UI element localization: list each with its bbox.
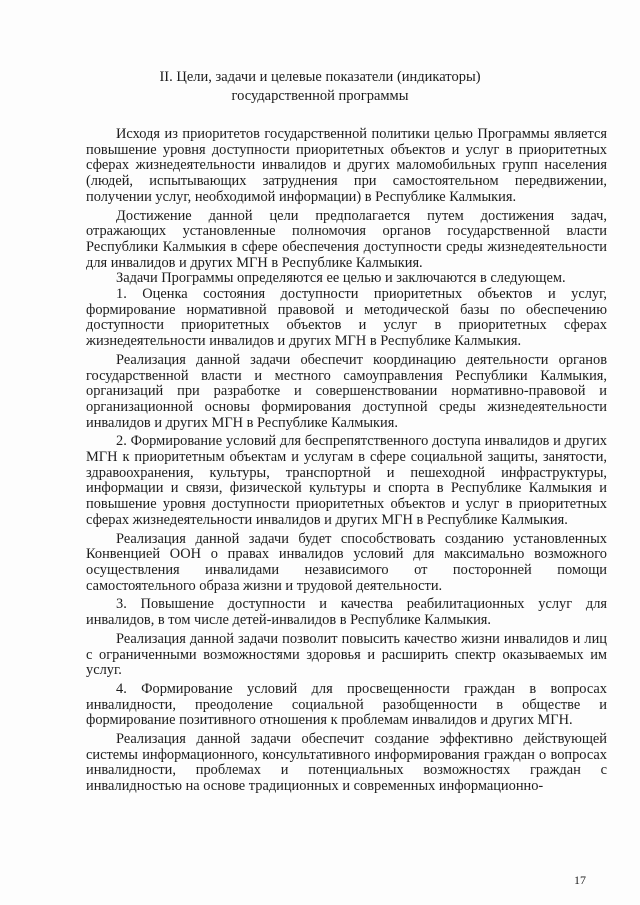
heading-line-1: II. Цели, задачи и целевые показатели (индикаторы) <box>159 69 481 85</box>
paragraph-task-4: 4. Формирование условий для просвещенности граждан в вопросах инвалидности, преодоление социальной разобщенности в обществе и формирование позитивного отношения к проблемам инвалидов и других МГН. <box>86 680 607 729</box>
paragraph-task-2: 2. Формирование условий для беспрепятственного доступа инвалидов и других МГН к приоритетным объектам и услугам в сфере социальной защиты, занятости, здравоохранения, культуры, транспортной и пешеходной инфраструктуры, информации и связи, физической культуры и спорта в Республике Калмыкия и повышение уровня доступности приоритетных объектов и услуг в приоритетных сферах жизнедеятельности инвалидов и других МГН в Республике Калмыкия. <box>86 433 607 528</box>
paragraph-task-2-result: Реализация данной задачи будет способствовать созданию установленных Конвенцией ООН о правах инвалидов условий для максимально возможного осуществления инвалидами независимого от посторонней помощи самостоятельного образа жизни и трудовой деятельности. <box>86 530 607 594</box>
section-heading <box>60 68 580 106</box>
paragraph-achievement: Достижение данной цели предполагается путем достижения задач, отражающих установленные полномочия органов государственной власти Республики Калмыкия в сфере обеспечения доступности среды жизнедеятельности для инвалидов и других МГН в Республике Калмыкия. <box>86 207 607 271</box>
paragraph-task-3-result: Реализация данной задачи позволит повысить качество жизни инвалидов и лиц с ограниченными возможностями здоровья и расширить спектр оказываемых им услуг. <box>86 630 607 679</box>
paragraph-task-1-result: Реализация данной задачи обеспечит координацию деятельности органов государственной власти и местного самоуправления Республики Калмыкия, организаций при разработке и совершенствовании нормативно-правовой и организационной основы формирования доступной среды жизнедеятельности инвалидов и других МГН в Республике Калмыкия. <box>86 351 607 431</box>
paragraph-task-3: 3. Повышение доступности и качества реабилитационных услуг для инвалидов, в том числе детей-инвалидов в Республике Калмыкия. <box>86 596 607 629</box>
paragraph-task-1: 1. Оценка состояния доступности приоритетных объектов и услуг, формирование нормативной правовой и методической базы по обеспечению доступности приоритетных объектов и услуг в приоритетных сферах жизнедеятельности инвалидов и других МГН в Республике Калмыкия. <box>86 286 607 350</box>
body-text <box>86 127 607 795</box>
page-number: 17 <box>574 873 586 887</box>
paragraph-goal: Исходя из приоритетов государственной политики целью Программы является повышение уровня доступности приоритетных объектов и услуг в приоритетных сферах жизнедеятельности инвалидов и других маломобильных групп населения (людей, испытывающих затруднения при самостоятельном передвижении, получении услуг, необходимой информации) в Республике Калмыкия. <box>86 126 607 205</box>
heading-line-2: государственной программы <box>231 88 409 104</box>
paragraph-tasks-intro: Задачи Программы определяются ее целью и заключаются в следующем. <box>116 270 566 287</box>
paragraph-task-4-result: Реализация данной задачи обеспечит создание эффективно действующей системы информационного, консультативного информирования граждан о вопросах инвалидности, проблемах и потенциальных возможностях граждан с инвалидностью на основе традиционных и современных информационно- <box>86 731 607 795</box>
